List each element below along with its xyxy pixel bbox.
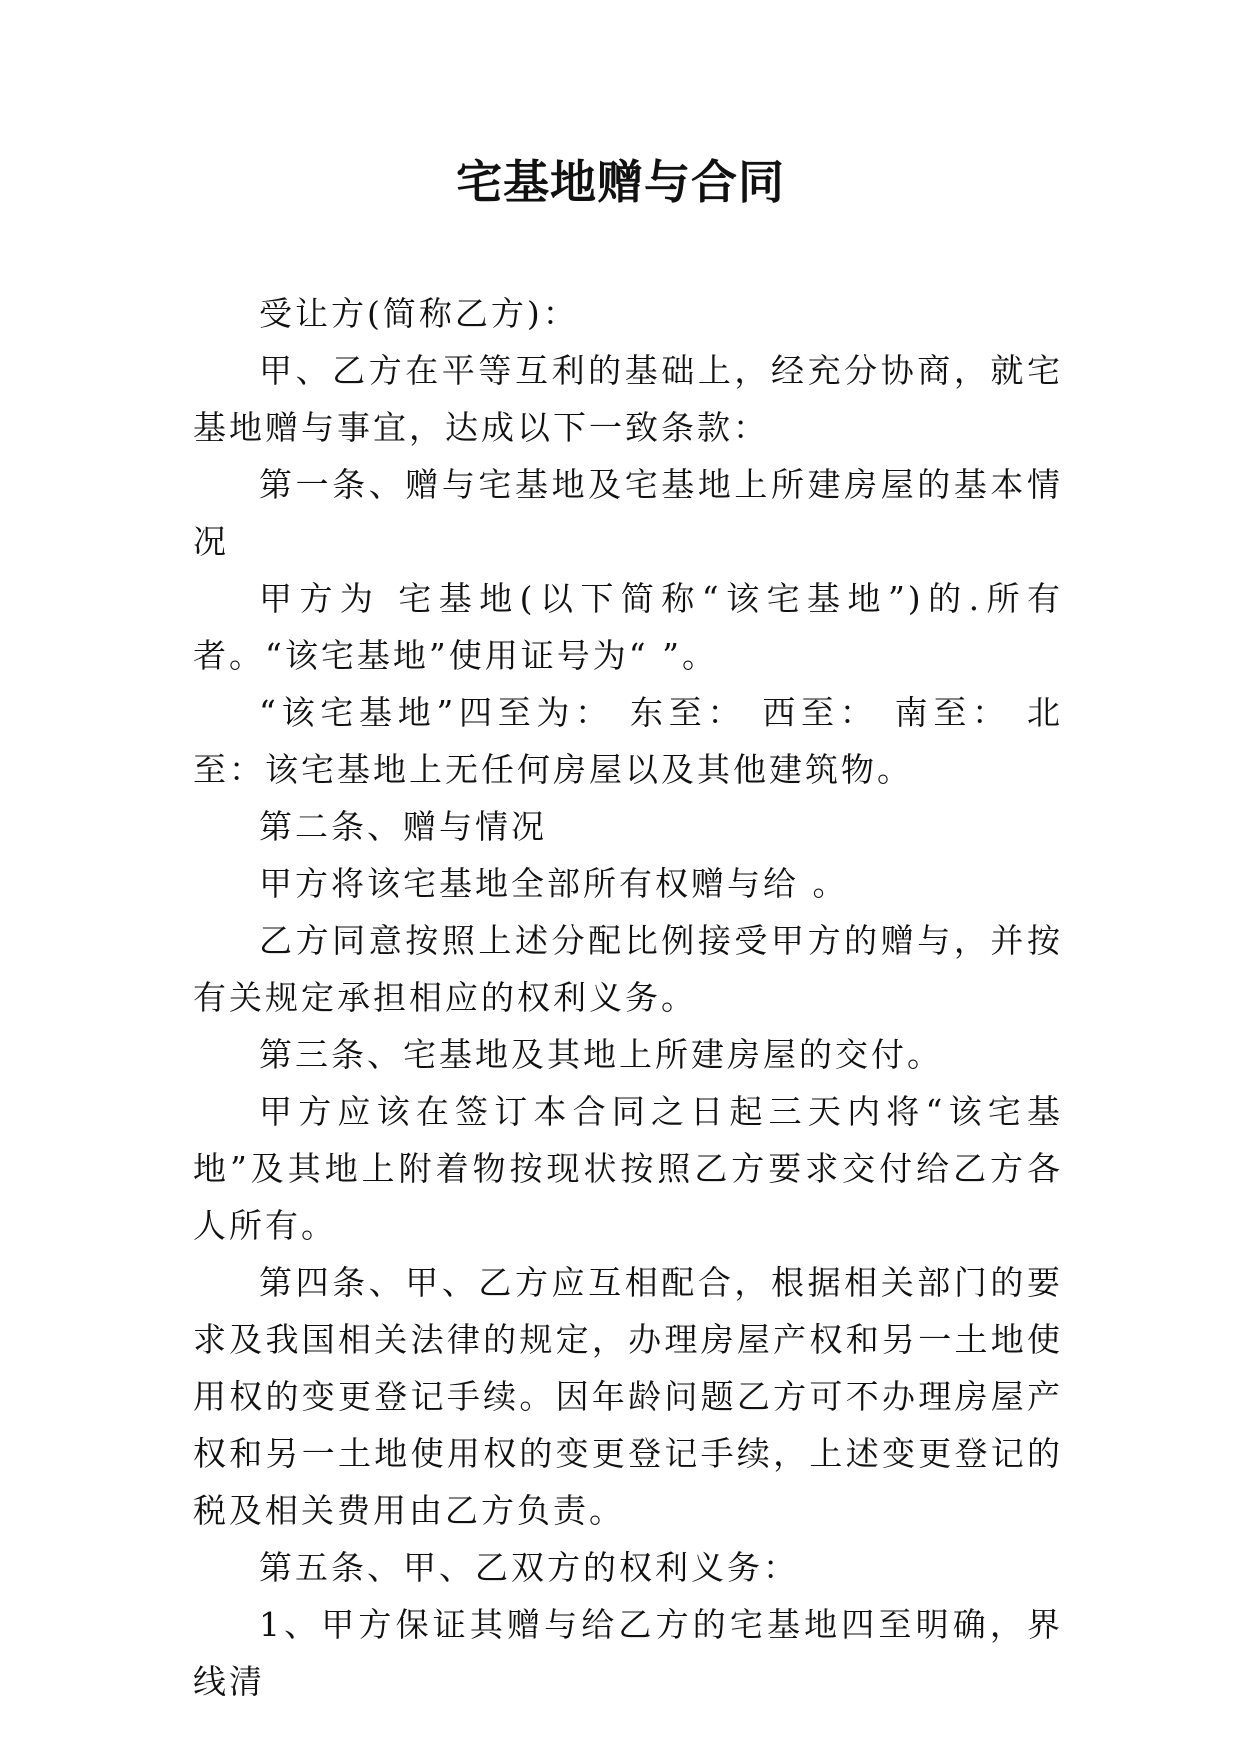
paragraph-article-5-heading: 第五条、甲、乙双方的权利义务：	[259, 1548, 799, 1587]
paragraph-article-1-owner: 甲方为 宅基地(以下简称“该宅基地”)的.所有者。“该宅基地”使用证号为“ ”。	[193, 579, 1063, 675]
paragraph-article-5-item-1: 1、甲方保证其赠与给乙方的宅基地四至明确，界线清	[193, 1605, 1063, 1701]
paragraph-article-3-heading: 第三条、宅基地及其地上所建房屋的交付。	[259, 1035, 943, 1074]
paragraph-article-4: 第四条、甲、乙方应互相配合，根据相关部门的要求及我国相关法律的规定，办理房屋产权和另一土地使用权的变更登记手续。因年龄问题乙方可不办理房屋产权和另一土地使用权的变更登记手续，上述变更登记的税及相关费用由乙方负责。	[193, 1263, 1063, 1530]
document-body	[193, 285, 1063, 1710]
paragraph-transferee: 受让方(简称乙方)：	[259, 294, 579, 333]
paragraph-article-2-acceptance: 乙方同意按照上述分配比例接受甲方的赠与，并按有关规定承担相应的权利义务。	[193, 921, 1063, 1017]
paragraph-article-1-boundaries: “该宅基地”四至为： 东至： 西至： 南至： 北至：该宅基地上无任何房屋以及其他建筑物。	[193, 693, 1063, 789]
paragraph-article-3-delivery: 甲方应该在签订本合同之日起三天内将“该宅基地”及其地上附着物按现状按照乙方要求交付给乙方各人所有。	[193, 1092, 1063, 1245]
paragraph-article-2-heading: 第二条、赠与情况	[259, 807, 547, 846]
paragraph-article-2-gift: 甲方将该宅基地全部所有权赠与给 。	[259, 864, 849, 903]
paragraph-article-1-heading: 第一条、赠与宅基地及宅基地上所建房屋的基本情况	[193, 465, 1063, 561]
document-title: 宅基地赠与合同	[456, 155, 785, 209]
paragraph-preamble: 甲、乙方在平等互利的基础上，经充分协商，就宅基地赠与事宜，达成以下一致条款：	[193, 351, 1063, 447]
